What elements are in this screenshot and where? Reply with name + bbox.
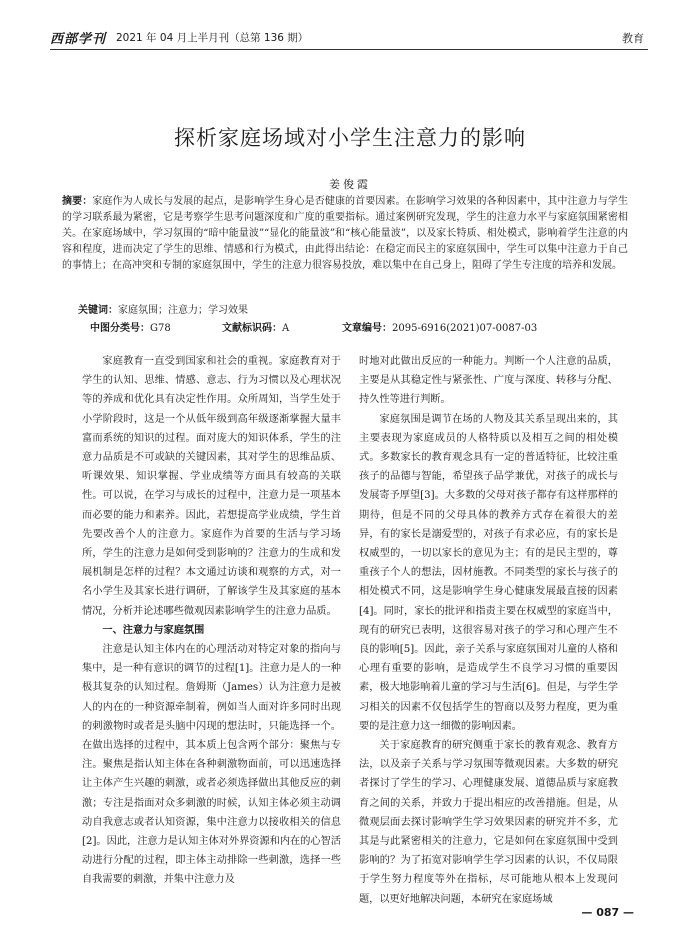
paragraph: 关于家庭教育的研究侧重于家长的教育观念、教育方法，以及亲子关系与学习氛围等微观因素。大多数的研究者探讨了学生的学习、心理健康发展、道德品质与家庭教育之间的关系，并致力于提出相应的改善措施。但是，从微观层面去探讨影响学生学习效果因素的研究并不多，尤其是与此紧密相关的注意力，它是如何在家庭氛围中受到影响的？为了拓宽对影响学生学习因素的认识，不仅局限于学生努力程度等外在指标，尽可能地从根本上发现问题，以更好地解决问题，本研究在家庭场域 <box>359 740 618 905</box>
journal-issue: 2021 年 04 月上半月刊（总第 136 期） <box>116 32 309 44</box>
keywords <box>78 301 248 316</box>
keywords-text: 家庭氛围；注意力；学习效果 <box>118 305 248 316</box>
document-code-value: A <box>282 323 290 334</box>
classification-label: 中图分类号： <box>90 323 150 334</box>
journal-logo: 西部学刊 <box>50 32 107 47</box>
article-id-value: 2095-6916(2021)07-0087-03 <box>392 323 538 334</box>
section-label: 教育 <box>622 32 644 45</box>
classification-value: G78 <box>150 323 171 334</box>
paragraph: 家庭教育一直受到国家和社会的重视。家庭教育对于学生的认知、思维、情感、意志、行为习惯以及心理状况等的养成和优化具有决定性作用。众所周知，当学生处于小学阶段时，这是一个从低年级到高年级逐渐掌握大量丰富而系统的知识的过程。面对庞大的知识体系，学生的注意力品质是不可或缺的关键因素，其对学生的思维品质、听课效果、知识掌握、学业成绩等方面具有较高的关联性。可以说，在学习与成长的过程中，注意力是一项基本而必要的能力和素养。因此，若想提高学业成绩，学生首先要改善个人的注意力。家庭作为首要的生活与学习场所，学生的注意力是如何受到影响的？注意力的生成和发展机制是怎样的过程？本文通过访谈和观察的方式，对一名小学生及其家长进行调研，了解该学生及其家庭的基本情况，分析并论述哪些微观因素影响学生的注意力品质。 <box>82 356 341 617</box>
classification-number <box>90 319 171 334</box>
paragraph: 注意是认知主体内在的心理活动对特定对象的指向与集中，是一种有意识的调节的过程[1]。注意力是人的一种极其复杂的认知过程。詹姆斯（James）认为注意力是被人的内在的一种资源牵制着，例如当人面对许多同时出现的刺激物时或者是头脑中闪现的想法时，只能选择一个。在做出选择的过程中，其本质上包含两个部分：聚焦与专注。聚焦是指认知主体在各种刺激物面前，可以迅速选择让主体产生兴趣的刺激，或者必须选择做出其他反应的刺激；专注是指面对众多刺激的时候，认知主体必须主动调动自我意志或者认知资源，集中注意力以接收相关的信息[2]。因此，注意力是认知主体对外界资源和内在的心智活动进行分配的过程，即主体主动排除一些刺激，选择一些自我需要的刺激，并集中注意力及 <box>82 644 341 886</box>
page-number: — 087 — <box>581 906 634 919</box>
running-header <box>50 22 648 50</box>
paragraph: 家庭氛围是调节在场的人物及其关系呈现出来的，其主要表现为家庭成员的人格特质以及相互之间的相处模式。多数家长的教育观念具有一定的普适特征，比较注重孩子的品德与智能，希望孩子品学兼优，对孩子的成长与发展寄予厚望[3]。大多数的父母对孩子都存有这样那样的期待，但是不同的父母具体的教养方式存在着很大的差异，有的家长是溺爱型的，对孩子有求必应，有的家长是权威型的，一切以家长的意见为主；有的是民主型的，尊重孩子个人的想法，因材施教。不同类型的家长与孩子的相处模式不同，这是影响学生身心健康发展最直接的因素[4]。同时，家长的批评和指责主要在权威型的家庭当中，现有的研究已表明，这很容易对孩子的学习和心理产生不良的影响[5]。因此，亲子关系与家庭氛围对儿童的人格和心理有重要的影响，是造成学生不良学习习惯的重要因素，极大地影响着儿童的学习与生活[6]。但是，与学生学习相关的因素不仅包括学生的智商以及努力程度，更为重要的是注意力这一细微的影响因素。 <box>359 413 618 732</box>
abstract-label: 摘要： <box>62 196 93 207</box>
abstract <box>62 194 628 274</box>
abstract-text: 家庭作为人成长与发展的起点，是影响学生身心是否健康的首要因素。在影响学习效果的各种因素中，其中注意力与学生的学习联系最为紧密，它是考察学生思考问题深度和广度的重要指标。通过案例研究发现，学生的注意力水平与家庭氛围紧密相关。在家庭场域中，学习氛围的“暗中能量波”“显化的能量波”和“核心能量波”，以及家长特质、相处模式，影响着学生注意的内容和程度，进而决定了学生的思维、情感和行为模式，由此得出结论：在稳定而民主的家庭氛围中，学生可以集中注意力于自己的事情上；在高冲突和专制的家庭氛围中，学生的注意力很容易投放，难以集中在自己身上，阻碍了学生专注度的培养和发展。 <box>62 196 629 271</box>
article-id <box>342 319 537 334</box>
body-right-column <box>359 352 618 909</box>
article-id-label: 文章编号： <box>342 323 392 334</box>
author-name: 姜俊霞 <box>329 178 371 191</box>
section-heading: 一、注意力与家庭氛围 <box>102 624 205 636</box>
article-title: 探析家庭场域对小学生注意力的影响 <box>174 126 526 150</box>
document-code <box>222 319 289 334</box>
document-code-label: 文献标识码： <box>222 323 282 334</box>
body-left-column <box>82 352 341 890</box>
keywords-label: 关键词： <box>78 305 118 316</box>
paragraph: 时地对此做出反应的一种能力。判断一个人注意的品质，主要是从其稳定性与紧张性、广度与深度、转移与分配、持久性等进行判断。 <box>359 356 618 406</box>
header-rule <box>50 49 648 50</box>
